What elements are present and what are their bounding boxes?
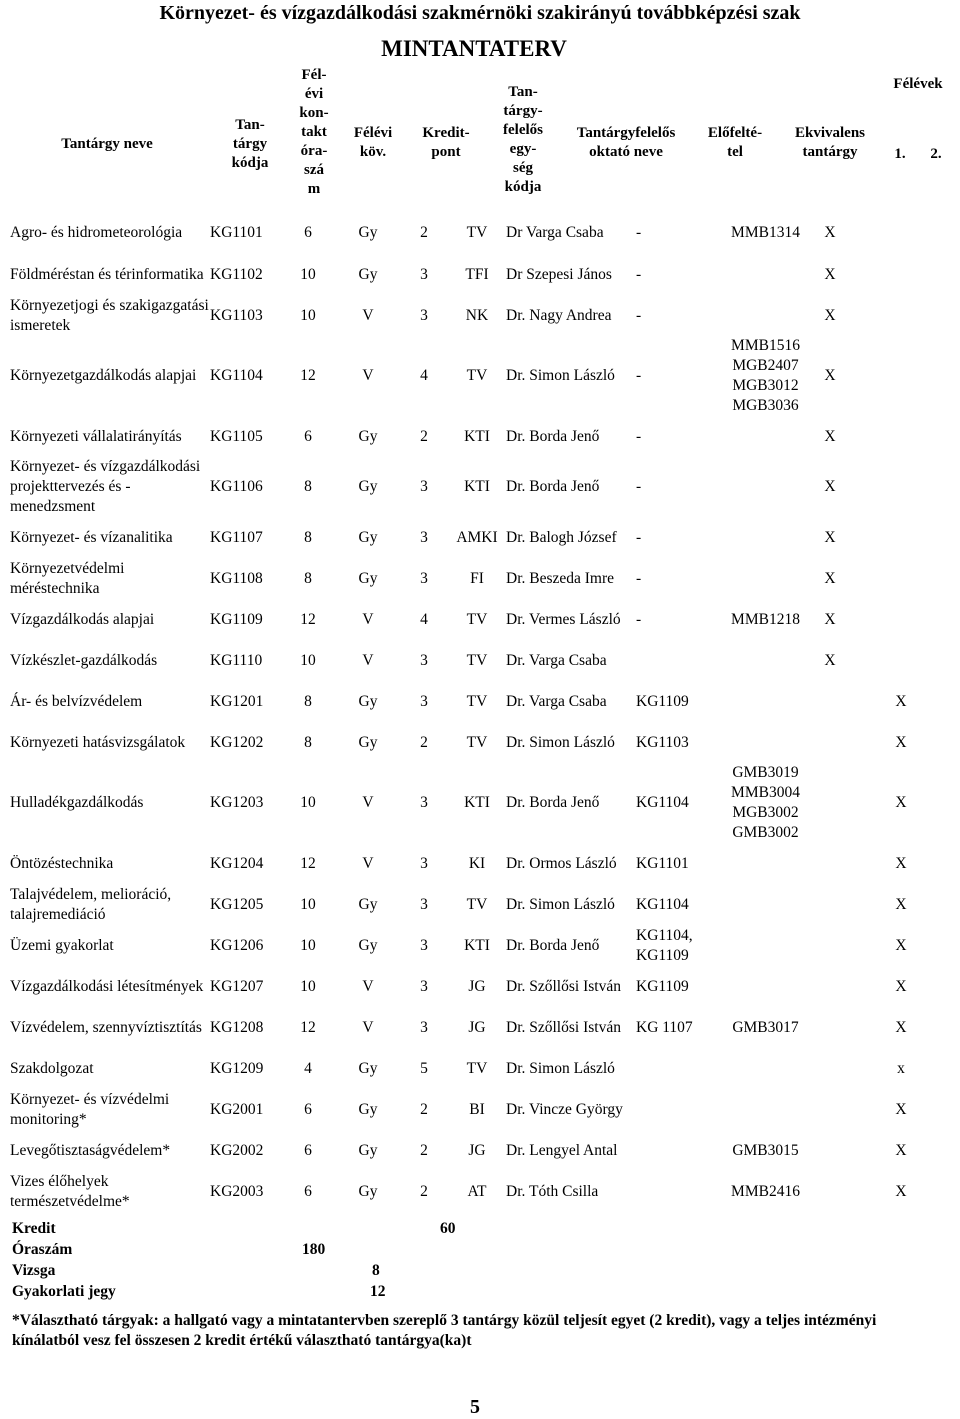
course-unit: JG — [468, 1018, 486, 1036]
course-requirement: V — [362, 1018, 374, 1036]
course-credit: 3 — [420, 692, 428, 710]
course-unit: TV — [466, 367, 488, 384]
course-semester-1 — [813, 884, 847, 925]
course-code: KG1207 — [210, 977, 264, 995]
course-hours: 10 — [300, 936, 316, 954]
course-requirement: Gy — [358, 936, 378, 954]
course-semester-1 — [813, 1130, 847, 1171]
course-teacher: Dr. Borda Jenő — [506, 478, 600, 495]
course-teacher: Dr. Simon László — [506, 367, 615, 384]
course-semester-1: X — [824, 569, 836, 587]
course-name: Talajvédelem, melioráció, talajremediáció — [10, 885, 172, 923]
course-unit: TV — [466, 651, 488, 669]
table-row — [10, 212, 955, 254]
course-prerequisite: KG1104 — [636, 794, 689, 811]
course-name: Levegőtisztaságvédelem* — [10, 1141, 171, 1159]
course-unit: TV — [466, 610, 488, 628]
table-row — [10, 722, 955, 763]
course-equivalent — [718, 843, 813, 884]
course-equivalent — [718, 254, 813, 295]
table-row — [10, 599, 955, 640]
table-row — [10, 681, 955, 722]
course-semester-2: X — [895, 733, 907, 751]
course-name: Üzemi gyakorlat — [10, 936, 114, 954]
course-requirement: V — [362, 610, 374, 628]
course-semester-2: X — [895, 1182, 907, 1200]
course-unit: KI — [468, 854, 486, 872]
course-requirement: Gy — [358, 224, 378, 241]
course-prerequisite: - — [636, 569, 642, 587]
course-prerequisite: - — [636, 367, 642, 384]
course-semester-2 — [847, 212, 955, 254]
table-row — [10, 1089, 955, 1130]
course-prerequisite: - — [636, 427, 642, 445]
course-hours: 12 — [300, 610, 316, 628]
course-prerequisite: KG1104, KG1109 — [636, 926, 693, 964]
course-code: KG1109 — [210, 610, 263, 628]
course-equivalent — [718, 1048, 813, 1089]
table-row — [10, 1171, 955, 1212]
course-semester-2: X — [895, 794, 907, 811]
course-name: Földméréstan és térinformatika — [10, 265, 204, 283]
course-credit: 2 — [420, 224, 428, 241]
total-practical-value: 12 — [370, 1283, 386, 1300]
total-exam-value: 8 — [372, 1262, 380, 1279]
course-prerequisite: - — [636, 224, 642, 241]
course-credit: 3 — [420, 265, 428, 283]
curriculum-table — [10, 212, 955, 1212]
course-equivalent — [718, 295, 813, 336]
course-equivalent: GMB3017 — [732, 1018, 799, 1036]
course-semester-1: X — [824, 651, 836, 669]
document-subtitle: MINTANTATERV — [381, 36, 567, 61]
course-credit: 3 — [420, 478, 428, 495]
header-semester-2: 2. — [930, 146, 942, 162]
course-prerequisite: KG1104 — [636, 895, 689, 913]
course-requirement: Gy — [358, 692, 378, 710]
course-equivalent: MMB1218 — [731, 610, 800, 628]
course-hours: 6 — [304, 1100, 312, 1118]
course-credit: 3 — [420, 895, 428, 913]
course-requirement: V — [362, 651, 374, 669]
course-prerequisite: - — [636, 528, 642, 546]
table-row — [10, 884, 955, 925]
course-name: Agro- és hidrometeorológia — [10, 224, 183, 241]
course-prerequisite: - — [636, 265, 642, 283]
course-name: Vízvédelem, szennyvíztisztítás — [10, 1018, 202, 1036]
course-name: Szakdolgozat — [10, 1059, 94, 1077]
course-hours: 12 — [300, 854, 316, 872]
course-teacher: Dr. Borda Jenő — [506, 794, 600, 811]
course-semester-1: X — [824, 427, 836, 445]
course-semester-2 — [847, 254, 955, 295]
course-semester-1 — [813, 1089, 847, 1130]
course-prerequisite — [636, 1130, 718, 1171]
course-requirement: V — [362, 306, 374, 324]
course-equivalent: MMB1314 — [731, 224, 800, 241]
course-semester-2: X — [895, 854, 907, 872]
course-code: KG1201 — [210, 692, 264, 710]
course-unit: KTI — [464, 936, 490, 954]
course-semester-1 — [813, 763, 847, 843]
course-semester-1 — [813, 843, 847, 884]
course-prerequisite — [636, 1089, 718, 1130]
course-teacher: Dr. Ormos László — [506, 854, 617, 872]
course-semester-1 — [813, 722, 847, 763]
course-credit: 2 — [420, 427, 428, 445]
course-code: KG1103 — [210, 306, 263, 324]
course-name: Környezetgazdálkodás alapjai — [10, 367, 197, 384]
course-prerequisite: KG1103 — [636, 733, 689, 751]
course-equivalent — [718, 722, 813, 763]
course-code: KG1110 — [210, 651, 263, 669]
course-teacher: Dr. Simon László — [506, 733, 615, 751]
course-equivalent: GMB3019 MMB3004 MGB3002 GMB3002 — [731, 764, 800, 841]
course-credit: 3 — [420, 854, 428, 872]
course-semester-1: X — [824, 528, 836, 546]
header-unit: Tan- tárgy- felelős egy- ség kódja — [503, 84, 543, 195]
header-name: Tantárgy neve — [61, 136, 153, 152]
header-equivalent: Ekvivalens tantárgy — [794, 125, 866, 160]
course-unit: KTI — [464, 794, 490, 811]
course-equivalent — [718, 681, 813, 722]
course-unit: TFI — [465, 265, 489, 283]
table-row — [10, 457, 955, 517]
course-hours: 4 — [304, 1059, 312, 1077]
course-semester-1: X — [824, 478, 836, 495]
course-name: Környezeti hatásvizsgálatok — [10, 733, 186, 751]
course-name: Környezetjogi és szakigazgatási ismeretek — [10, 296, 209, 334]
course-unit: FI — [470, 569, 484, 587]
document-title: Környezet- és vízgazdálkodási szakmérnöki szakirányú továbbképzési szak — [159, 2, 801, 24]
course-semester-2 — [847, 640, 955, 681]
course-credit: 3 — [420, 977, 428, 995]
course-semester-2 — [847, 558, 955, 599]
total-practical-label: Gyakorlati jegy — [12, 1283, 116, 1300]
course-name: Vizes élőhelyek természetvédelme* — [10, 1172, 130, 1210]
course-teacher: Dr. Balogh József — [506, 528, 617, 546]
course-equivalent — [718, 1089, 813, 1130]
table-row — [10, 295, 955, 336]
course-semester-2: X — [895, 936, 907, 954]
course-hours: 6 — [304, 1141, 312, 1159]
course-semester-2 — [847, 517, 955, 558]
course-code: KG1105 — [210, 427, 263, 445]
table-row — [10, 1007, 955, 1048]
course-code: KG1204 — [210, 854, 264, 872]
course-equivalent — [718, 640, 813, 681]
course-unit: TV — [466, 733, 488, 751]
course-requirement: Gy — [358, 895, 378, 913]
course-hours: 10 — [300, 794, 316, 811]
course-credit: 5 — [420, 1059, 428, 1077]
table-row — [10, 640, 955, 681]
header-prerequisite: Előfelté- tel — [707, 125, 763, 160]
course-unit: KTI — [464, 478, 490, 495]
course-equivalent — [718, 457, 813, 517]
course-code: KG1202 — [210, 733, 264, 751]
course-requirement: V — [362, 794, 374, 811]
table-row — [10, 925, 955, 966]
course-name: Környezetvédelmi méréstechnika — [10, 559, 125, 597]
course-name: Hulladékgazdálkodás — [10, 794, 144, 811]
course-credit: 3 — [420, 1018, 428, 1036]
course-code: KG1106 — [210, 478, 263, 495]
course-teacher: Dr. Tóth Csilla — [506, 1182, 599, 1200]
course-name: Környezet- és vízvédelmi monitoring* — [10, 1090, 170, 1128]
table-row — [10, 336, 955, 416]
course-requirement: V — [362, 854, 374, 872]
course-teacher: Dr Szepesi János — [506, 265, 612, 283]
course-unit: TV — [466, 692, 488, 710]
course-semester-1: X — [824, 224, 836, 241]
course-unit: BI — [469, 1100, 485, 1118]
course-teacher: Dr. Borda Jenő — [506, 427, 600, 445]
course-requirement: Gy — [358, 733, 378, 751]
course-unit: TV — [466, 895, 488, 913]
course-semester-2: X — [895, 1018, 907, 1036]
course-unit: JG — [468, 977, 486, 995]
course-name: Környezeti vállalatirányítás — [10, 427, 182, 445]
course-requirement: Gy — [358, 1141, 378, 1159]
course-prerequisite: - — [636, 478, 642, 495]
course-unit: AT — [467, 1182, 487, 1200]
course-credit: 3 — [420, 794, 428, 811]
course-teacher: Dr. Szőllősi István — [506, 1018, 621, 1036]
header-code: Tan- tárgy kódja — [231, 117, 269, 171]
course-credit: 2 — [420, 1100, 428, 1118]
course-hours: 10 — [300, 651, 316, 669]
course-code: KG2003 — [210, 1182, 264, 1200]
course-hours: 8 — [304, 478, 312, 495]
course-semester-1: X — [824, 265, 836, 283]
page-number: 5 — [470, 1396, 480, 1418]
course-equivalent: MMB1516 MGB2407 MGB3012 MGB3036 — [731, 337, 800, 414]
course-semester-2: x — [897, 1059, 905, 1077]
course-equivalent: GMB3015 — [732, 1141, 799, 1159]
course-equivalent — [718, 416, 813, 457]
course-teacher: Dr. Borda Jenő — [506, 936, 600, 954]
course-code: KG1209 — [210, 1059, 264, 1077]
course-credit: 3 — [420, 569, 428, 587]
course-prerequisite — [636, 1048, 718, 1089]
course-requirement: Gy — [358, 1059, 378, 1077]
course-semester-2: X — [895, 977, 907, 995]
course-name: Környezet- és vízgazdálkodási projekttervezés és -menedzsment — [10, 458, 201, 515]
course-semester-1: X — [824, 610, 836, 628]
course-teacher: Dr. Vermes László — [506, 610, 621, 628]
course-teacher: Dr Varga Csaba — [506, 224, 604, 241]
course-teacher: Dr. Simon László — [506, 1059, 615, 1077]
course-semester-1 — [813, 925, 847, 966]
course-prerequisite: KG1109 — [636, 977, 689, 995]
total-hours-label: Óraszám — [12, 1241, 73, 1258]
table-row — [10, 558, 955, 599]
course-hours: 10 — [300, 306, 316, 324]
course-prerequisite: KG1101 — [636, 854, 689, 872]
course-semester-2 — [847, 295, 955, 336]
course-credit: 2 — [420, 1141, 428, 1159]
table-row — [10, 763, 955, 843]
course-credit: 2 — [420, 1182, 428, 1200]
total-credit-label: Kredit — [12, 1220, 56, 1237]
course-teacher: Dr. Varga Csaba — [506, 651, 607, 669]
course-requirement: Gy — [358, 1100, 378, 1118]
header-credit: Kredit- pont — [422, 125, 470, 160]
table-row — [10, 966, 955, 1007]
course-requirement: Gy — [358, 265, 378, 283]
course-code: KG1203 — [210, 794, 264, 811]
course-equivalent: MMB2416 — [731, 1182, 800, 1200]
course-semester-2 — [847, 416, 955, 457]
course-code: KG1206 — [210, 936, 264, 954]
course-semester-1 — [813, 1171, 847, 1212]
course-semester-2: X — [895, 1100, 907, 1118]
course-code: KG1102 — [210, 265, 263, 283]
course-code: KG1208 — [210, 1018, 264, 1036]
course-unit: AMKI — [456, 528, 498, 546]
course-hours: 8 — [304, 733, 312, 751]
course-hours: 10 — [300, 265, 316, 283]
course-hours: 8 — [304, 692, 312, 710]
course-semester-2: X — [895, 1141, 907, 1159]
course-unit: TV — [466, 1059, 488, 1077]
course-credit: 3 — [420, 936, 428, 954]
total-hours-value: 180 — [302, 1241, 326, 1258]
table-row — [10, 1048, 955, 1089]
header-semesters: Félévek — [893, 76, 943, 92]
course-semester-2: X — [895, 692, 907, 710]
course-equivalent — [718, 517, 813, 558]
course-requirement: Gy — [358, 569, 378, 587]
course-equivalent — [718, 925, 813, 966]
course-teacher: Dr. Beszeda Imre — [506, 569, 615, 587]
course-semester-2 — [847, 599, 955, 640]
course-prerequisite: - — [636, 306, 642, 324]
course-prerequisite — [636, 640, 718, 681]
course-equivalent — [718, 884, 813, 925]
course-name: Környezet- és vízanalitika — [10, 528, 173, 546]
course-prerequisite — [636, 1171, 718, 1212]
course-teacher: Dr. Varga Csaba — [506, 692, 607, 710]
course-hours: 6 — [304, 427, 312, 445]
course-credit: 3 — [420, 528, 428, 546]
course-credit: 3 — [420, 651, 428, 669]
course-semester-1 — [813, 681, 847, 722]
course-equivalent — [718, 966, 813, 1007]
course-semester-1: X — [824, 367, 836, 384]
course-code: KG1205 — [210, 895, 264, 913]
course-unit: NK — [465, 306, 489, 324]
course-code: KG2001 — [210, 1100, 264, 1118]
course-code: KG1104 — [210, 367, 263, 384]
course-name: Öntözéstechnika — [10, 854, 114, 872]
course-hours: 12 — [300, 367, 316, 384]
course-name: Vízkészlet-gazdálkodás — [10, 651, 158, 669]
course-unit: KTI — [464, 427, 490, 445]
course-credit: 3 — [420, 306, 428, 324]
course-requirement: Gy — [358, 427, 378, 445]
course-credit: 4 — [420, 610, 428, 628]
header-requirement: Félévi köv. — [353, 125, 393, 160]
course-hours: 6 — [304, 224, 312, 241]
course-code: KG2002 — [210, 1141, 264, 1159]
table-row — [10, 517, 955, 558]
course-unit: JG — [468, 1141, 486, 1159]
course-name: Vízgazdálkodás alapjai — [10, 610, 155, 628]
course-teacher: Dr. Lengyel Antal — [506, 1141, 618, 1159]
total-credit-value: 60 — [440, 1220, 456, 1237]
course-prerequisite: KG1109 — [636, 692, 689, 710]
course-name: Ár- és belvízvédelem — [10, 692, 143, 710]
table-row — [10, 254, 955, 295]
course-requirement: V — [362, 977, 374, 995]
course-hours: 10 — [300, 895, 316, 913]
course-unit: TV — [466, 224, 488, 241]
table-row — [10, 843, 955, 884]
course-hours: 12 — [300, 1018, 316, 1036]
course-code: KG1108 — [210, 569, 263, 587]
course-teacher: Dr. Szőllősi István — [506, 977, 621, 995]
course-hours: 8 — [304, 569, 312, 587]
total-exam-label: Vizsga — [12, 1262, 56, 1279]
course-hours: 6 — [304, 1182, 312, 1200]
table-row — [10, 416, 955, 457]
course-code: KG1107 — [210, 528, 263, 546]
header-hours: Fél- évi kon- takt óra- szá m — [299, 67, 329, 197]
footnote: *Választható tárgyak: a hallgató vagy a mintatantervben szereplő 3 tantárgy közül teljesít egyet (2 kredit), vagy a teljes intézményi kínálatból vesz fel összesen 2 kredit értékű választható tantárgya(ka)t — [12, 1312, 877, 1349]
course-credit: 4 — [420, 367, 428, 384]
course-teacher: Dr. Nagy Andrea — [506, 306, 612, 324]
course-semester-1 — [813, 1007, 847, 1048]
course-teacher: Dr. Simon László — [506, 895, 615, 913]
course-equivalent — [718, 558, 813, 599]
course-hours: 8 — [304, 528, 312, 546]
course-teacher: Dr. Vincze György — [506, 1100, 623, 1118]
course-semester-1 — [813, 1048, 847, 1089]
course-requirement: Gy — [358, 1182, 378, 1200]
course-credit: 2 — [420, 733, 428, 751]
header-semester-1: 1. — [894, 146, 906, 162]
table-row — [10, 1130, 955, 1171]
course-prerequisite: KG 1107 — [636, 1018, 693, 1036]
header-teacher: Tantárgyfelelős oktató neve — [576, 125, 676, 160]
course-semester-2: X — [895, 895, 907, 913]
course-requirement: Gy — [358, 478, 378, 495]
course-semester-1 — [813, 966, 847, 1007]
course-semester-2 — [847, 336, 955, 416]
course-requirement: Gy — [358, 528, 378, 546]
course-code: KG1101 — [210, 224, 263, 241]
course-semester-1: X — [824, 306, 836, 324]
course-prerequisite: - — [636, 610, 642, 628]
course-requirement: V — [362, 367, 374, 384]
course-name: Vízgazdálkodási létesítmények — [10, 977, 204, 995]
course-hours: 10 — [300, 977, 316, 995]
course-semester-2 — [847, 457, 955, 517]
